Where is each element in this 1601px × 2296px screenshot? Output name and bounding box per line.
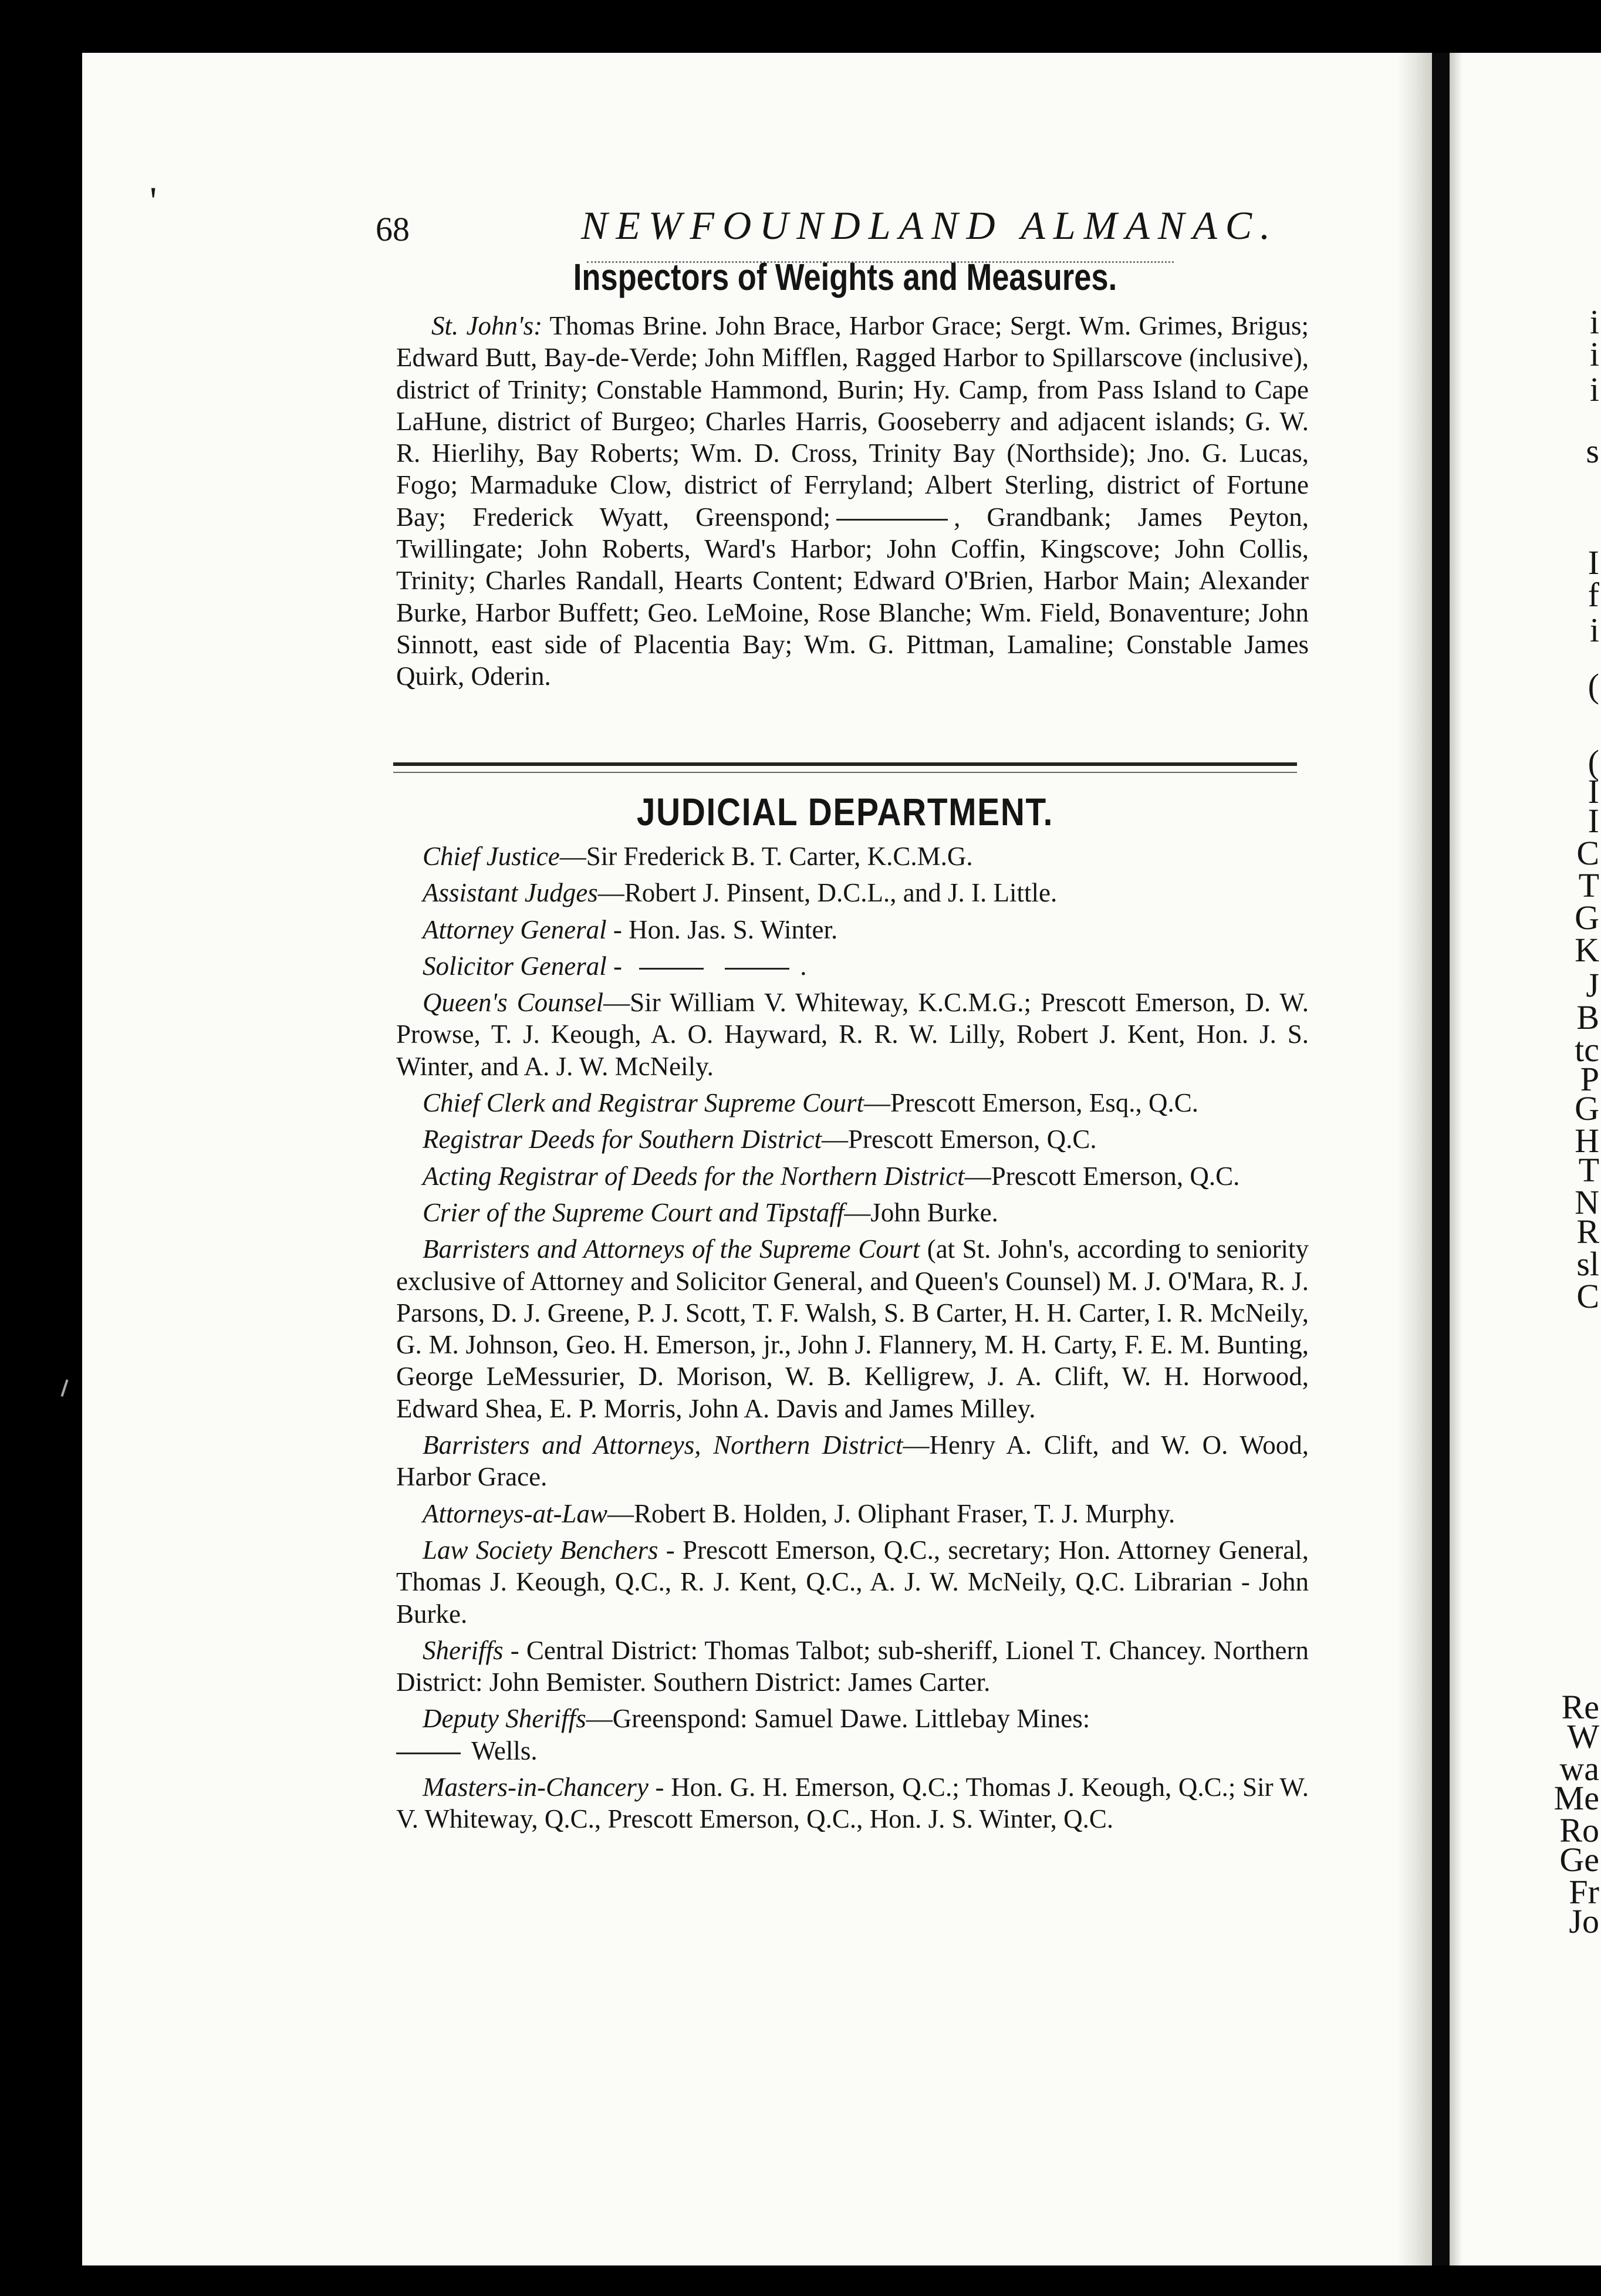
facing-page-fragment: T	[1578, 1151, 1599, 1189]
inspectors-body	[396, 310, 1309, 693]
entry-label: Assistant Judges	[423, 878, 598, 908]
entry-text: Prescott Emerson, Esq., Q.C.	[890, 1088, 1198, 1118]
entry-separator: —	[844, 1197, 871, 1227]
judicial-entry	[396, 1703, 1309, 1767]
entry-separator: —	[607, 1498, 634, 1528]
entry-label: Queen's Counsel	[423, 988, 604, 1018]
facing-page-fragment: i	[1589, 303, 1599, 341]
facing-page-fragment: H	[1575, 1122, 1599, 1160]
facing-page-fragment: P	[1580, 1060, 1599, 1098]
facing-page-fragment: i	[1589, 335, 1599, 373]
inspectors-lead: St. John's:	[431, 311, 543, 340]
page-gutter	[1432, 53, 1450, 2265]
facing-page-fragment: K	[1575, 931, 1599, 969]
page-number: 68	[376, 210, 410, 248]
facing-page-fragment: s	[1586, 432, 1599, 470]
facing-page-fragment: I	[1588, 543, 1599, 582]
entry-text: Henry A. Clift, and W. O. Wood, Harbor Grace.	[396, 1430, 1309, 1492]
judicial-entry	[396, 1498, 1309, 1529]
judicial-entry	[396, 1429, 1309, 1493]
deputy-sheriff-tail: Wells.	[471, 1735, 538, 1765]
entry-separator: -	[648, 1772, 671, 1802]
entry-label: Barristers and Attorneys of the Supreme Court	[423, 1234, 920, 1264]
inspectors-title: Inspectors of Weights and Measures.	[573, 256, 1117, 298]
entry-label: Sheriffs	[423, 1635, 504, 1665]
blank-dash	[396, 1753, 461, 1754]
entry-label: Crier of the Supreme Court and Tipstaff	[423, 1197, 845, 1227]
judicial-entry	[396, 1771, 1309, 1835]
entry-separator: -	[503, 1635, 526, 1665]
entry-text: (at St. John's, according to seniority exclusive of Attorney and Solicitor General, and Queen's Counsel) M. J. O'Mara, R. J. Parsons, D. J. Greene, P. J. Scott, T. F. Walsh, S. B Carter, H. H. Carter, I. R. McNeily, G. M. Johnson, Geo. H. Emerson, jr., John J. Flannery, M. H. Carty, F. E. M. Bunting, George LeMessurier, D. Morison, W. B. Kelligrew, J. A. Clift, W. H. Horwood, Edward Shea, E. P. Morris, John A. Davis and James Milley.	[396, 1234, 1309, 1423]
inspectors-text-1: Thomas Brine. John Brace, Harbor Grace; Sergt. Wm. Grimes, Brigus; Edward Butt, Bay-de-Verde; John Mifflen, Ragged Harbor to Spillarscove (inclusive), district of Trinity; Constable Hammond, Burin; Hy. Camp, from Pass Island to Cape LaHune, district of Burgeo; Charles Harris, Gooseberry and adjacent islands; G. W. R. Hierlihy, Bay Roberts; Wm. D. Cross, Trinity Bay (Northside); Jno. G. Lucas, Fogo; Marmaduke Clow, district of Ferryland; Albert Sterling, district of Fortune Bay; Frederick Wyatt, Greenspond;	[396, 311, 1309, 532]
judicial-entry	[396, 840, 1309, 872]
entry-text: Prescott Emerson, Q.C.	[847, 1125, 1097, 1154]
entry-separator	[920, 1234, 927, 1264]
facing-page-fragment: wa	[1559, 1750, 1599, 1788]
facing-page-fragment: I	[1588, 772, 1599, 811]
facing-page-fragment: f	[1588, 576, 1599, 614]
judicial-entry: Solicitor General - .	[423, 951, 807, 981]
entry-label: Attorney General	[423, 914, 607, 944]
facing-page-fragment: Fr	[1569, 1873, 1599, 1911]
facing-page-fragment: sl	[1576, 1245, 1599, 1283]
entry-separator: —	[864, 1088, 891, 1118]
facing-page-fragment: G	[1575, 899, 1599, 937]
entry-text: Central District: Thomas Talbot; sub-sheriff, Lionel T. Chancey. Northern District: John Bemister. Southern District: James Carter.	[396, 1635, 1309, 1697]
entry-separator: —	[964, 1161, 991, 1191]
entry-text: Hon. G. H. Emerson, Q.C.; Thomas J. Keough, Q.C.; Sir W. V. Whiteway, Q.C., Prescott Emerson, Q.C., Hon. J. S. Winter, Q.C.	[396, 1772, 1309, 1834]
facing-page-fragment: N	[1575, 1183, 1599, 1221]
page-header	[376, 202, 1315, 255]
judicial-entry	[396, 914, 1309, 946]
entry-text: Sir Frederick B. T. Carter, K.C.M.G.	[586, 842, 973, 871]
judicial-entries	[396, 840, 1309, 1840]
entry-separator: -	[606, 914, 629, 944]
section-rule-thick	[393, 762, 1297, 766]
entry-label: Attorneys-at-Law	[423, 1498, 607, 1528]
inspectors-text-2: , Grandbank; James Peyton, Twillingate; John Roberts, Ward's Harbor; John Coffin, Kingscove; John Collis, Trinity; Charles Randall, Hearts Content; Edward O'Brien, Harbor Main; Alexander Burke, Harbor Buffett; Geo. LeMoine, Rose Blanche; Wm. Field, Bonaventure; John Sinnott, east side of Placentia Bay; Wm. G. Pittman, Lamaline; Constable James Quirk, Oderin.	[396, 502, 1309, 691]
judicial-entry	[396, 1197, 1309, 1228]
entry-text: Hon. Jas. S. Winter.	[629, 914, 838, 944]
judicial-entry	[396, 1635, 1309, 1699]
facing-page-fragment: Re	[1561, 1688, 1599, 1726]
entry-label: Solicitor General	[423, 951, 607, 981]
entry-separator: —	[559, 842, 586, 871]
facing-page-fragment: B	[1576, 998, 1599, 1036]
facing-page-fragment: i	[1589, 370, 1599, 408]
entry-text: John Burke.	[870, 1197, 998, 1227]
entry-label: Registrar Deeds for Southern District	[423, 1125, 822, 1154]
entry-label: Deputy Sheriffs	[423, 1704, 586, 1734]
judicial-entry	[396, 1123, 1309, 1155]
judicial-title: JUDICIAL DEPARTMENT.	[636, 790, 1054, 833]
binding-shadow	[1397, 53, 1432, 2265]
facing-page-fragment: T	[1578, 866, 1599, 904]
facing-page-edge	[1450, 53, 1462, 2265]
facing-page-fragment: Ro	[1559, 1811, 1599, 1849]
entry-text: Greenspond: Samuel Dawe. Littlebay Mines:	[612, 1704, 1090, 1734]
facing-page-fragment: I	[1588, 802, 1599, 840]
blank-dash	[725, 968, 789, 970]
judicial-entry	[396, 1160, 1309, 1192]
entry-text: Sir William V. Whiteway, K.C.M.G.; Prescott Emerson, D. W. Prowse, T. J. Keough, A. O. Hayward, R. R. W. Lilly, Robert J. Kent, Hon. J. S. Winter, and A. J. W. McNeily.	[396, 988, 1309, 1081]
judicial-entry	[396, 1233, 1309, 1424]
facing-page-fragment: Ge	[1559, 1841, 1599, 1879]
entry-separator: —	[586, 1704, 613, 1734]
judicial-entry	[396, 877, 1309, 909]
facing-page-fragment: (	[1588, 667, 1599, 705]
facing-page-fragment: (	[1588, 743, 1599, 781]
judicial-entry	[396, 1534, 1309, 1630]
blank-dash	[836, 519, 948, 521]
entry-label: Chief Justice	[423, 842, 560, 871]
facing-page-fragment: C	[1576, 834, 1599, 872]
facing-page-fragment: R	[1576, 1213, 1599, 1251]
blank-dash	[639, 968, 704, 970]
margin-mark: '	[150, 178, 157, 223]
entry-text: Robert J. Pinsent, D.C.L., and J. I. Little.	[624, 878, 1058, 908]
facing-page-fragment: i	[1589, 611, 1599, 649]
facing-page-fragment: tc	[1575, 1031, 1599, 1069]
judicial-entry	[396, 1087, 1309, 1119]
entry-text: Prescott Emerson, Q.C., secretary; Hon. Attorney General, Thomas J. Keough, Q.C., R. J. Kent, Q.C., A. J. W. McNeily, Q.C. Librarian - John Burke.	[396, 1535, 1309, 1629]
facing-page-fragment: G	[1575, 1089, 1599, 1127]
facing-page-fragment: Jo	[1569, 1902, 1599, 1940]
entry-label: Chief Clerk and Registrar Supreme Court	[423, 1088, 864, 1118]
facing-page-fragment: W	[1567, 1717, 1599, 1755]
entry-label: Barristers and Attorneys, Northern District	[423, 1430, 903, 1460]
entry-label: Law Society Benchers	[423, 1535, 658, 1565]
entry-separator: —	[821, 1125, 848, 1154]
entry-separator: -	[606, 951, 629, 981]
running-head: NEWFOUNDLAND ALMANAC.	[581, 203, 1279, 248]
entry-text: Robert B. Holden, J. Oliphant Fraser, T. J. Murphy.	[633, 1498, 1176, 1528]
facing-page-fragment: Me	[1553, 1779, 1599, 1817]
facing-page-fragment: J	[1586, 966, 1599, 1004]
entry-separator: —	[603, 988, 630, 1018]
entry-label: Acting Registrar of Deeds for the Northern District	[423, 1161, 965, 1191]
margin-tick	[60, 1379, 68, 1397]
section-rule-thin	[393, 772, 1297, 773]
entry-text: Prescott Emerson, Q.C.	[991, 1161, 1240, 1191]
entry-separator: —	[903, 1430, 930, 1460]
judicial-entry	[396, 987, 1309, 1082]
entry-label: Masters-in-Chancery	[423, 1772, 648, 1802]
entry-separator: —	[597, 878, 624, 908]
facing-page-fragment: C	[1576, 1277, 1599, 1315]
entry-separator: -	[658, 1535, 683, 1565]
inspectors-paragraph	[396, 310, 1309, 693]
